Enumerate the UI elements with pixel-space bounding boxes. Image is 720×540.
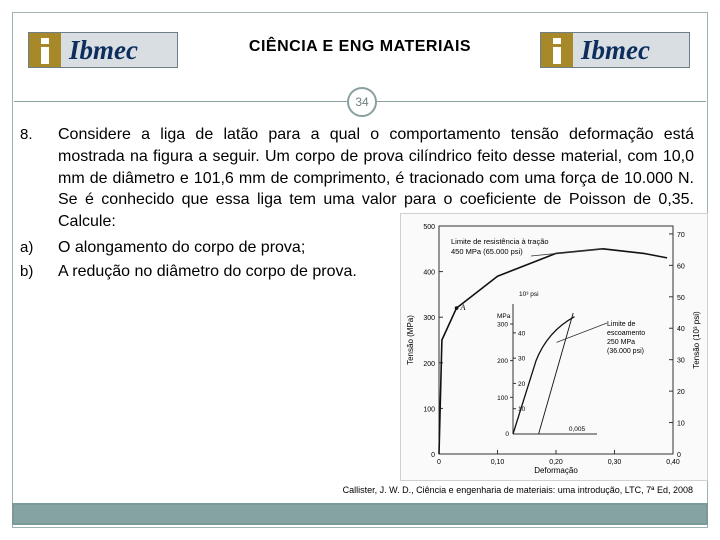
x-tick-label: 0,40: [666, 459, 680, 466]
y2-tick-label: 10: [677, 420, 685, 428]
page-number-badge: 34: [347, 87, 377, 117]
ibmec-logo-left: [28, 32, 178, 68]
yield-strength-leader: [557, 323, 607, 342]
inset-mpa-unit: MPa: [497, 313, 511, 320]
point-a-label: A: [460, 303, 466, 313]
y2-tick-label: 20: [677, 389, 685, 397]
y2-tick-label: 60: [677, 263, 685, 271]
point-a-marker: [455, 306, 459, 310]
tensile-strength-leader: [531, 249, 603, 256]
inset-zero-label: 0: [505, 431, 509, 438]
y2-tick-label: 0: [677, 452, 681, 459]
x-tick-label: 0,10: [490, 459, 505, 466]
item-text: O alongamento do corpo de prova;: [58, 239, 306, 256]
inset-psi-unit: 10³ psi: [519, 291, 539, 298]
yield-strength-label: escoamento: [607, 330, 646, 337]
ibmec-logo-right: [540, 32, 690, 68]
question-statement: Considere a liga de latão para a qual o comportamento tensão deformação está mostrada na figura a seguir. Um corpo de prova cilíndrico feito desse material, com 10,0 mm de diâmetro e 101,6 mm de comprimento, é tracionado com uma força de 10.000 N. Se é conhecido que essa liga tem uma valor para o coeficiente de Poisson de 0,35. Calcule:: [58, 126, 694, 231]
y2-axis-label: Tensão (10³ psi): [692, 311, 701, 369]
ibmec-logo-text: Ibmec: [69, 34, 138, 65]
y-tick-label: 100: [423, 406, 435, 414]
item-marker: a): [20, 239, 34, 256]
question-number: 8.: [20, 126, 33, 143]
stress-strain-chart: [401, 214, 707, 480]
y-tick-label: 500: [423, 224, 435, 231]
x-axis-label: Deformação: [534, 466, 578, 475]
tensile-strength-value: 450 MPa (65.000 psi): [451, 247, 523, 256]
inset-y-tick-label: 100: [497, 394, 508, 402]
yield-strength-label: Limite de: [607, 321, 636, 328]
ibmec-logo-mark: [541, 33, 573, 67]
inset-y2-tick-label: 40: [518, 330, 526, 338]
x-tick-label: 0: [437, 459, 441, 466]
ibmec-logo-text: Ibmec: [581, 34, 650, 65]
tensile-strength-label: Limite de resistência à tração: [451, 237, 549, 246]
header-title: CIÊNCIA E ENG MATERIAIS: [248, 38, 472, 55]
inset-y2-tick-label: 10: [518, 406, 526, 414]
y2-tick-label: 40: [677, 326, 685, 334]
plot-frame: [439, 226, 673, 454]
y2-tick-label: 70: [677, 231, 685, 239]
y-axis-label: Tensão (MPa): [406, 315, 415, 365]
y-tick-label: 200: [423, 360, 435, 368]
inset-y2-tick-label: 20: [518, 380, 526, 388]
inset-y2-tick-label: 30: [518, 355, 526, 363]
inset-y-tick-label: 200: [497, 358, 508, 366]
yield-strength-label: 250 MPa: [607, 339, 636, 346]
x-tick-label: 0,30: [607, 459, 622, 466]
item-marker: b): [20, 263, 34, 280]
x-tick-label: 0,20: [549, 459, 563, 466]
yield-strength-label: (36.000 psi): [607, 348, 644, 355]
footer-bar-inner: [14, 505, 706, 523]
y-tick-label: 300: [423, 315, 435, 323]
inset-y-tick-label: 300: [497, 321, 508, 329]
y-tick-label: 400: [423, 269, 435, 277]
ibmec-logo-mark: [29, 33, 61, 67]
y2-tick-label: 50: [677, 294, 685, 302]
inset-x-tick-label: 0,005: [568, 426, 586, 433]
y-tick-label: 0: [431, 452, 435, 459]
figure-caption: Callister, J. W. D., Ciência e engenharia de materiais: uma introdução, LTC, 7ª Ed, 2008: [342, 485, 693, 495]
stress-strain-figure: [400, 213, 708, 481]
y2-tick-label: 30: [677, 357, 685, 365]
item-text: A redução no diâmetro do corpo de prova.: [58, 263, 357, 280]
